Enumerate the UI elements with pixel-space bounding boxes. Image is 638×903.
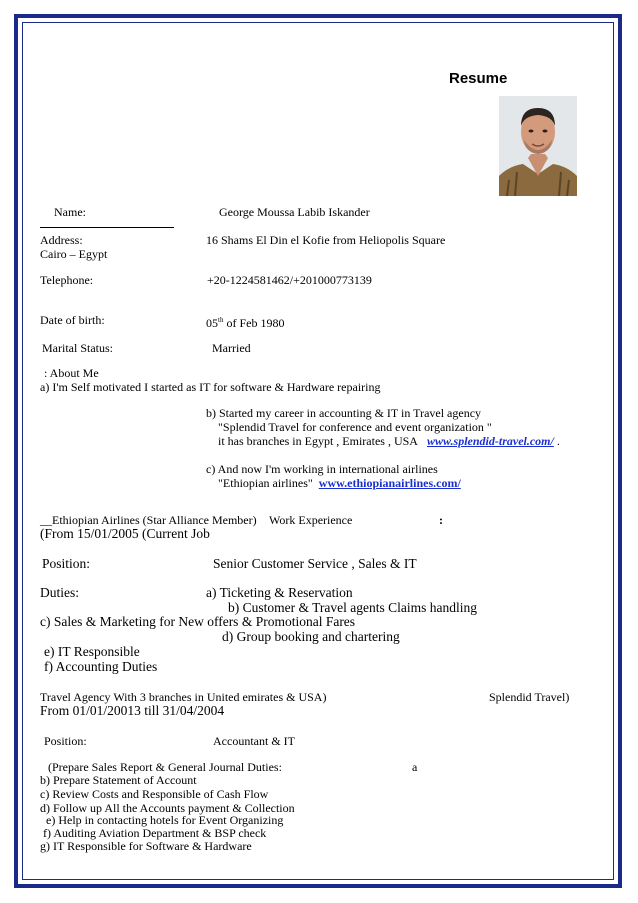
job2-duty: c) Review Costs and Responsible of Cash Flow bbox=[40, 787, 269, 801]
job1-duty: e) IT Responsible bbox=[44, 644, 140, 659]
work-experience-colon: : bbox=[439, 513, 443, 527]
about-item-b2: "Splendid Travel for conference and event organization " bbox=[218, 420, 492, 434]
job2-period: From 01/01/20013 till 31/04/2004 bbox=[40, 703, 225, 718]
telephone-label: Telephone: bbox=[40, 273, 94, 287]
about-item-c1: c) And now I'm working in international airlines bbox=[206, 462, 438, 476]
job2-description: Travel Agency With 3 branches in United emirates & USA) bbox=[40, 690, 327, 704]
about-item-b3: it has branches in Egypt , Emirates , USA www.splendid-travel.com/ . bbox=[218, 434, 560, 448]
about-heading: : About Me bbox=[44, 366, 99, 380]
job1-company: __Ethiopian Airlines (Star Alliance Member) bbox=[40, 513, 257, 527]
job2-duty: d) Follow up All the Accounts payment & Collection bbox=[40, 801, 295, 815]
job1-duty: c) Sales & Marketing for New offers & Promotional Fares bbox=[40, 614, 356, 629]
name-label: Name: bbox=[54, 205, 86, 219]
job2-company: Splendid Travel) bbox=[489, 690, 570, 704]
dob-value: 05th of Feb 1980 bbox=[206, 316, 285, 330]
job2-duty: f) Auditing Aviation Department & BSP check bbox=[40, 826, 267, 840]
about-item-c2: "Ethiopian airlines" www.ethiopianairlines.com/ bbox=[218, 476, 461, 490]
address-city: Cairo – Egypt bbox=[40, 247, 108, 261]
job1-duties-label: Duties: bbox=[40, 585, 79, 600]
job1-position-label: Position: bbox=[42, 556, 91, 571]
job2-duty: b) Prepare Statement of Account bbox=[40, 773, 197, 787]
job1-duty: f) Accounting Duties bbox=[44, 659, 158, 674]
work-experience-heading: Work Experience bbox=[269, 513, 353, 527]
divider-line bbox=[40, 227, 174, 228]
profile-photo bbox=[499, 96, 577, 196]
about-item-b1: b) Started my career in accounting & IT in Travel agency bbox=[206, 406, 482, 420]
job2-duty: g) IT Responsible for Software & Hardware bbox=[40, 839, 252, 853]
address-value: 16 Shams El Din el Kofie from Heliopolis Square bbox=[206, 233, 446, 247]
name-value: George Moussa Labib Iskander bbox=[219, 205, 370, 219]
address-label: Address: bbox=[40, 233, 83, 247]
job2-position-label: Position: bbox=[44, 734, 87, 748]
job1-position: Senior Customer Service , Sales & IT bbox=[213, 556, 417, 571]
splendid-travel-link[interactable]: www.splendid-travel.com/ bbox=[426, 434, 554, 448]
job2-duty-a: (Prepare Sales Report & General Journal Duties: bbox=[48, 760, 282, 774]
telephone-value: +20-1224581462/+201000773139 bbox=[207, 273, 372, 287]
job2-duty-a-letter: a bbox=[412, 760, 418, 774]
job1-period: (From 15/01/2005 (Current Job bbox=[40, 526, 210, 541]
dob-label: Date of birth: bbox=[40, 313, 105, 327]
marital-value: Married bbox=[212, 341, 251, 355]
job1-duty: d) Group booking and chartering bbox=[222, 629, 400, 644]
job1-duty: b) Customer & Travel agents Claims handling bbox=[228, 600, 477, 615]
job2-position: Accountant & IT bbox=[213, 734, 295, 748]
ethiopian-airlines-link[interactable]: www.ethiopianairlines.com/ bbox=[318, 476, 461, 490]
job1-duty: a) Ticketing & Reservation bbox=[206, 585, 353, 600]
about-item-a: a) I'm Self motivated I started as IT for software & Hardware repairing bbox=[40, 380, 381, 394]
marital-label: Marital Status: bbox=[42, 341, 113, 355]
resume-title: Resume bbox=[449, 70, 508, 87]
job2-duty: e) Help in contacting hotels for Event Organizing bbox=[40, 813, 284, 827]
